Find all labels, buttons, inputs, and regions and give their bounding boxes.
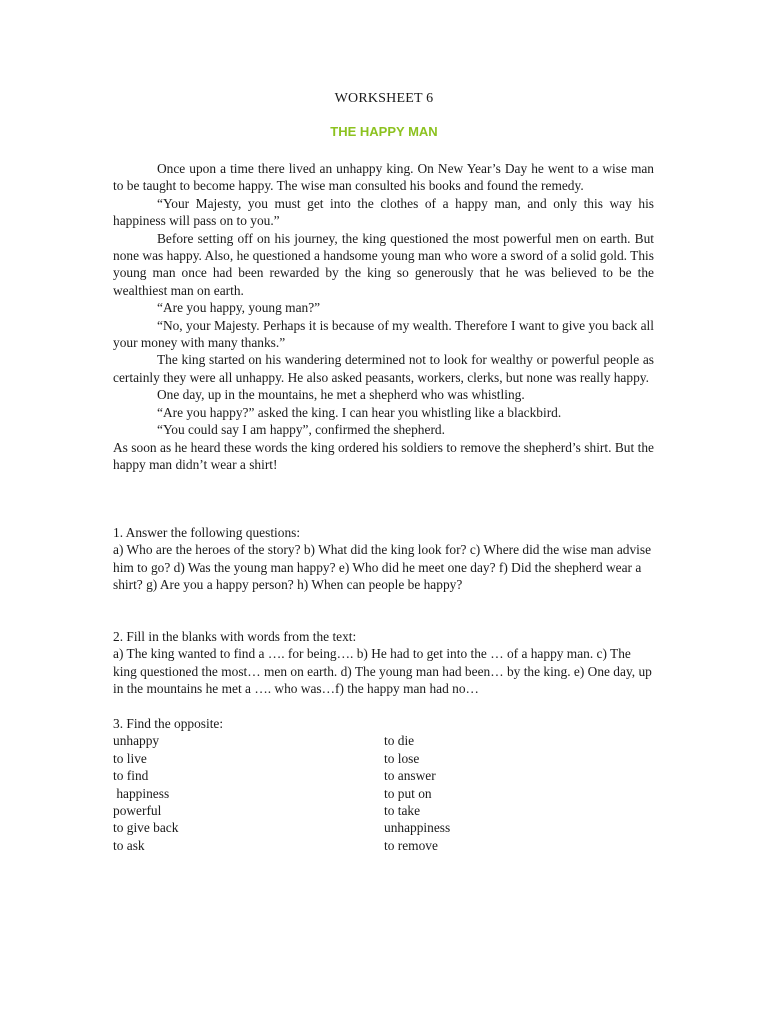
story-paragraph: The king started on his wandering determined not to look for wealthy or powerful people as certainly they were all unhappy. He also asked peasants, workers, clerks, but none was really happy. [113,352,654,385]
opposite-word-right: to take [384,802,421,818]
opposite-word-left: to ask [113,837,145,853]
opposite-word-right: to put on [384,785,432,801]
story-paragraph: Before setting off on his journey, the king questioned the most powerful men on earth. But none was happy. Also, he questioned a handsome young man who wore a sword of a solid gold. This young man once had been rewarded by the king so generously that he was believed to be the wealthiest man on earth. [113,230,654,298]
opposites-row [113,802,654,819]
opposite-word-right: to remove [384,837,438,853]
exercise-1-heading: 1. Answer the following questions: [113,525,301,540]
opposites-row [113,767,654,784]
opposite-word-left: to find [113,768,149,784]
exercise-3-heading: 3. Find the opposite: [113,716,224,731]
opposite-word-left: to give back [113,820,179,836]
worksheet-label: WORKSHEET 6 [334,91,434,106]
opposite-word-right: to answer [384,768,436,784]
opposite-word-left: powerful [113,802,162,818]
story-paragraph: One day, up in the mountains, he met a shepherd who was whistling. [157,387,525,403]
opposite-word-left: to live [113,750,147,766]
story-text [113,160,654,473]
opposite-word-right: to die [384,733,415,749]
opposites-row [113,785,654,802]
opposite-word-right: unhappiness [384,820,451,836]
story-paragraph: “No, your Majesty. Perhaps it is because of my wealth. Therefore I want to give you back all your money with many thanks.” [113,317,654,351]
story-paragraph: “You could say I am happy”, confirmed the shepherd. [157,422,445,438]
exercise-2-heading: 2. Fill in the blanks with words from the text: [113,629,357,644]
opposites-list [113,732,654,854]
story-paragraph: As soon as he heard these words the king ordered his soldiers to remove the shepherd’s shirt. But the happy man didn’t wear a shirt! [113,439,654,472]
story-paragraph: “Are you happy?” asked the king. I can hear you whistling like a blackbird. [157,404,562,420]
story-paragraph: Once upon a time there lived an unhappy king. On New Year’s Day he went to a wise man to be taught to become happy. The wise man consulted his books and found the remedy. [113,161,654,194]
exercise-1-text: a) Who are the heroes of the story? b) What did the king look for? c) Where did the wise man advise him to go? d) Was the young man happy? e) Who did he meet one day? f) Did the shepherd wear a shirt? g) Are you a happy person? h) When can people be happy? [113,542,652,593]
exercise-1 [113,524,654,594]
opposites-row [113,819,654,836]
story-title: THE HAPPY MAN [330,124,438,139]
opposites-row [113,732,654,749]
opposite-word-right: to lose [384,750,420,766]
opposite-word-left: happiness [113,785,170,801]
opposites-row [113,750,654,767]
exercise-2-text: a) The king wanted to find a …. for being…. b) He had to get into the … of a happy man. c) The king questioned the most… men on earth. d) The young man had been… by the king. e) One day, up in the mountains he met a …. who was…f) the happy man had no… [113,646,652,697]
exercise-2 [113,628,654,698]
story-paragraph: “Your Majesty, you must get into the clothes of a happy man, and only this way his happiness will pass on to you.” [113,195,654,229]
opposites-row [113,837,654,854]
story-paragraph: “Are you happy, young man?” [157,300,321,316]
exercise-3 [113,715,654,854]
opposite-word-left: unhappy [113,733,160,749]
